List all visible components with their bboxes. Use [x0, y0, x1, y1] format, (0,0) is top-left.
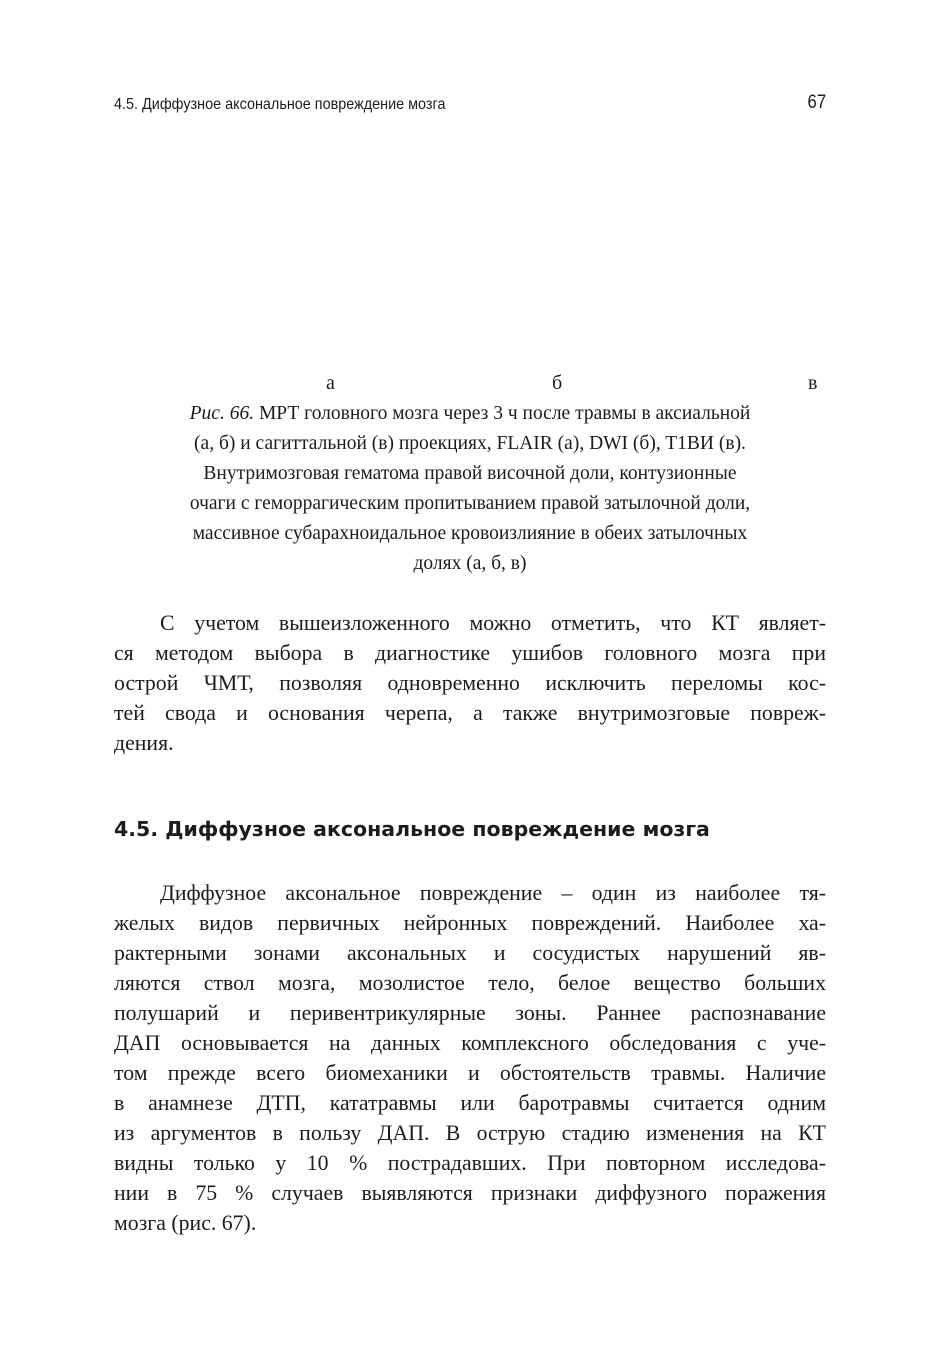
paragraph-line: С учетом вышеизложенного можно отметить, что КТ являет- [160, 611, 826, 635]
paragraph-line: дения. [114, 731, 174, 755]
caption-line: долях (а, б, в) [413, 553, 527, 574]
paragraph-line: из аргументов в пользу ДАП. В острую стадию изменения на КТ [114, 1121, 826, 1145]
paragraph-line: в анамнезе ДТП, кататравмы или баротравмы считается одним [114, 1091, 826, 1115]
paragraph-line: ляются ствол мозга, мозолистое тело, белое вещество больших [114, 971, 826, 995]
figure-caption [114, 399, 826, 579]
running-header [114, 92, 826, 122]
paragraph-line: острой ЧМТ, позволяя одновременно исключить переломы кос- [114, 671, 826, 695]
paragraph-line: мозга (рис. 67). [114, 1211, 257, 1235]
caption-line: (а, б) и сагиттальной (в) проекциях, FLAIR (а), DWI (б), T1ВИ (в). [194, 433, 746, 454]
paragraph-ct-conclusion [114, 608, 826, 758]
page-number: 67 [807, 92, 826, 113]
figure-reference: Рис. 66. [189, 403, 255, 424]
paragraph-line: Диффузное аксональное повреждение – один из наиболее тя- [160, 881, 826, 905]
paragraph-line: нии в 75 % случаев выявляются признаки диффузного поражения [114, 1181, 826, 1205]
paragraph-line: желых видов первичных нейронных повреждений. Наиболее ха- [114, 911, 826, 935]
paragraph-line: полушарий и перивентрикулярные зоны. Раннее распознавание [114, 1001, 826, 1025]
paragraph-line: тей свода и основания черепа, а также внутримозговые повреж- [114, 701, 826, 725]
figure-panel-label-a: а [326, 372, 335, 394]
figure-panel-label-b: б [552, 372, 563, 394]
caption-line: Внутримозговая гематома правой височной доли, контузионные [203, 463, 737, 484]
caption-line: массивное субарахноидальное кровоизлияние в обеих затылочных [192, 523, 748, 544]
figure-panel-label-v: в [808, 372, 818, 394]
paragraph-line: рактерными зонами аксональных и сосудистых нарушений яв- [114, 941, 826, 965]
paragraph-line: ДАП основывается на данных комплексного обследования с уче- [114, 1031, 826, 1055]
paragraph-line: видны только у 10 % пострадавших. При повторном исследова- [114, 1151, 826, 1175]
paragraph-line: том прежде всего биомеханики и обстоятельств травмы. Наличие [114, 1061, 826, 1085]
section-heading: 4.5. Диффузное аксональное повреждение мозга [114, 817, 710, 841]
caption-line: очаги с геморрагическим пропитыванием правой затылочной доли, [189, 493, 751, 514]
paragraph-dai [114, 878, 826, 1238]
paragraph-line: ся методом выбора в диагностике ушибов головного мозга при [114, 641, 826, 665]
running-header-title: 4.5. Диффузное аксональное повреждение мозга [114, 96, 446, 113]
caption-line: Рис. 66. МРТ головного мозга через 3 ч после травмы в аксиальной [189, 403, 751, 424]
